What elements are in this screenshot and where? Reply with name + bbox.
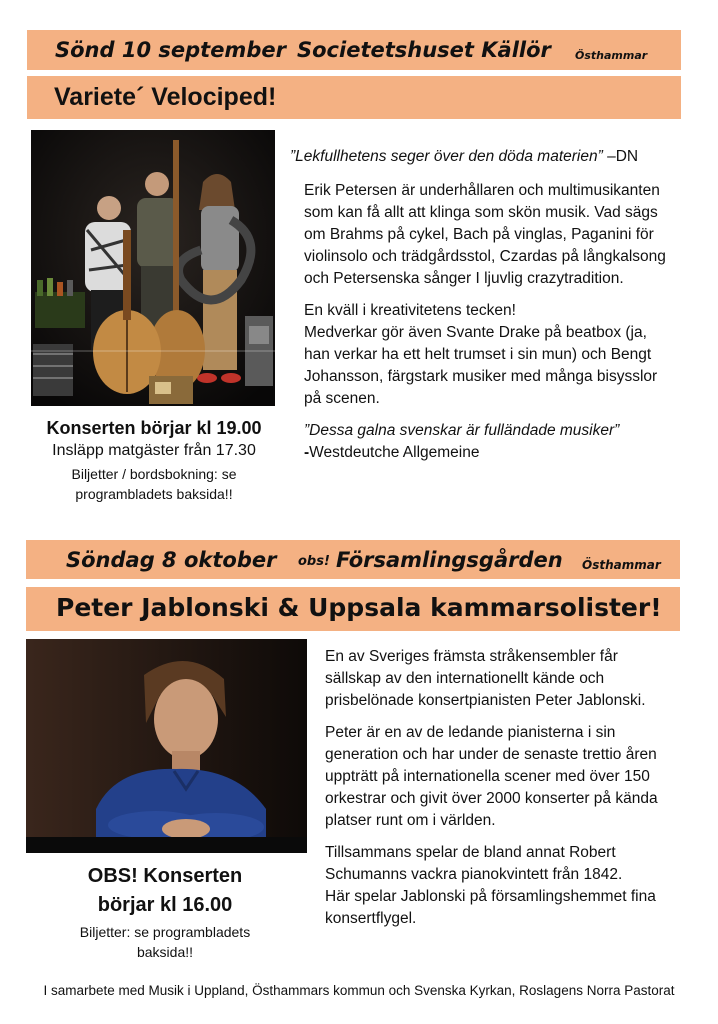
event2-paragraph-3-line2: Här spelar Jablonski på församlingshemmet fina konsertflygel. <box>325 888 656 927</box>
event2-date-bar <box>26 540 680 579</box>
event1-paragraph-2-rest: Medverkar gör även Svante Drake på beatbox (ja, han verkar ha ett helt trumset i sin mun) och Bengt Johansson, färgstark musiker med många bisysslor på scenen. <box>304 324 658 407</box>
event1-date-bar <box>27 30 681 70</box>
event2-start-line1: OBS! Konserten <box>87 865 243 887</box>
westdeutsche-quote-text: ”Dessa galna svenskar är fulländade musiker” <box>304 422 620 439</box>
event2-paragraph-3-line1: Tillsammans spelar de bland annat Robert Schumanns vackra pianokvintett från 1842. <box>325 844 623 883</box>
event1-paragraph-1: Erik Petersen är underhållaren och multimusikanten som kan få allt att klinga som skön musik. Vad sägs om Brahms på cykel, Bach på vinglas, Paganini för violinsolo och trädgårdsstol, Czardas på långkalsong och Petersenska sånger I ljuvlig crazytradition. <box>304 182 666 287</box>
event2-start-line2: börjar kl 16.00 <box>97 894 233 916</box>
event1-start: Konserten börjar kl 19.00 <box>46 418 262 438</box>
westdeutsche-dash: - <box>304 444 310 461</box>
event2-town: Östhammar <box>582 558 661 572</box>
event2-paragraph-2: Peter är en av de ledande pianisterna i sin generation och har under de senaste trettio åren uppträtt på internationella scener med över 150 orkestrar och givit över 2000 konserter på kända platser runt om i världen. <box>325 724 658 829</box>
event1-paragraph-2-line1: En kväll i kreativitetens tecken! <box>304 302 516 319</box>
dn-quote-source: –DN <box>602 148 639 165</box>
event2-venue: Församlingsgården <box>336 548 563 572</box>
event2-title: Peter Jablonski & Uppsala kammarsolister! <box>56 593 662 622</box>
event2-tickets: Biljetter: se programbladets baksida!! <box>79 924 251 960</box>
dn-quote-text: ”Lekfullhetens seger över den döda materien” <box>290 148 603 165</box>
footer-partners: I samarbete med Musik i Uppland, Östhammars kommun och Svenska Kyrkan, Roslagens Norra Pastorat <box>43 983 675 998</box>
event1-times <box>20 416 288 504</box>
event2-text <box>325 646 685 930</box>
westdeutsche-name: Westdeutche Allgemeine <box>309 444 480 461</box>
band-photo <box>31 130 275 406</box>
event1-doors: Insläpp matgäster från 17.30 <box>52 442 256 459</box>
event1-text <box>290 146 690 464</box>
event1-tickets: Biljetter / bordsbokning: se programbladets baksida!! <box>71 466 237 502</box>
westdeutsche-quote <box>304 420 690 464</box>
event1-paragraph-2 <box>304 300 676 410</box>
pianist-photo <box>26 639 307 853</box>
event2-paragraph-3 <box>325 842 675 930</box>
event2-paragraph-1: En av Sveriges främsta stråkensembler får sällskap av den internationellt kände och prisbelönade konsertpianisten Peter Jablonski. <box>325 648 646 709</box>
event2-obs: obs! <box>298 554 330 569</box>
westdeutsche-quote-source-line <box>304 442 690 464</box>
event1-venue: Societetshuset Källör <box>297 38 551 62</box>
event1-title: Variete´ Velociped! <box>54 83 277 111</box>
event1-town: Östhammar <box>575 49 648 62</box>
event1-title-bar <box>27 76 681 119</box>
dn-quote <box>290 146 690 168</box>
event1-date: Sönd 10 september <box>55 38 286 62</box>
event2-title-bar <box>26 587 680 631</box>
event2-date: Söndag 8 oktober <box>66 548 277 572</box>
event2-times <box>20 862 310 962</box>
